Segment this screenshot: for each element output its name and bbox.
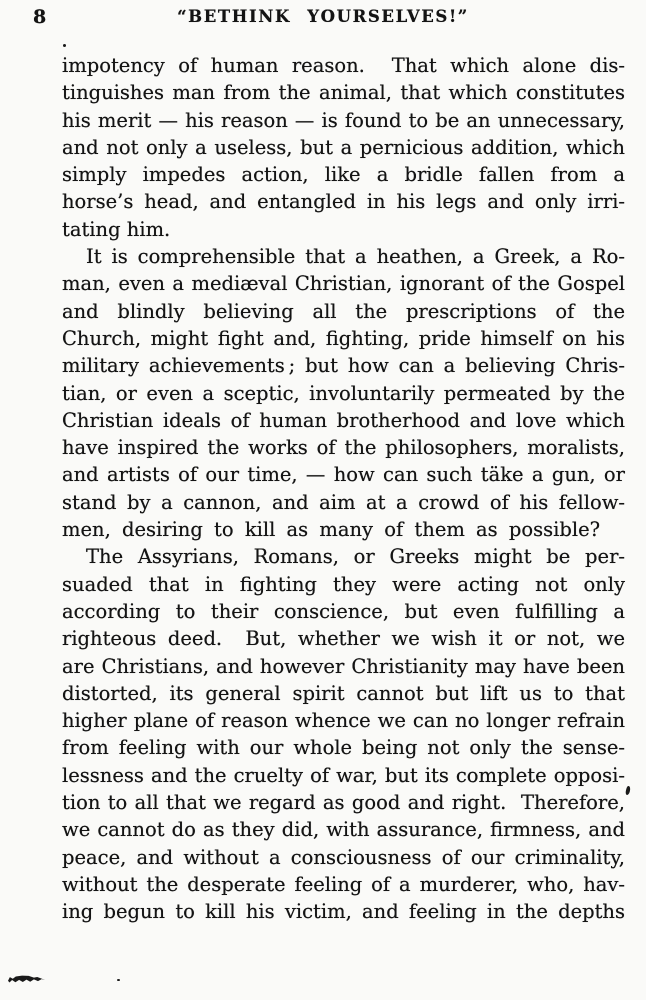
ink-dot-artifact <box>63 44 66 47</box>
page-header <box>0 5 646 31</box>
text-line: according to their conscience, but even fulfilling a <box>62 599 625 623</box>
text-line: It is comprehensible that a heathen, a Greek, a Ro- <box>86 245 625 269</box>
text-line: distorted, its general spirit cannot but lift us to that <box>62 681 625 705</box>
text-line: military achievements ; but how can a believing Chris- <box>62 354 625 378</box>
text-line: we cannot do as they did, with assurance, firmness, and <box>62 818 625 842</box>
text-line: and not only a useless, but a pernicious addition, which <box>62 135 625 159</box>
paragraph <box>62 243 625 543</box>
text-line: suaded that in fighting they were acting not only <box>62 572 625 596</box>
text-line: his merit — his reason — is found to be an unnecessary, <box>62 108 625 132</box>
ink-smudge-artifact <box>8 973 45 984</box>
text-line: horse’s head, and entangled in his legs and only irri- <box>62 190 625 214</box>
text-line: tinguishes man from the animal, that which constitutes <box>62 81 625 105</box>
text-line: The Assyrians, Romans, or Greeks might be per- <box>86 545 625 569</box>
text-line: have inspired the works of the philosophers, moralists, <box>62 436 625 460</box>
ink-dot-artifact <box>117 979 120 981</box>
page-number: 8 <box>33 6 47 28</box>
running-title: “BETHINK YOURSELVES!” <box>177 7 469 26</box>
text-line: righteous deed. But, whether we wish it or not, we <box>62 627 625 651</box>
text-line: and blindly believing all the prescriptions of the <box>62 299 625 323</box>
text-line: Christian ideals of human brotherhood and love which <box>62 408 625 432</box>
text-line: Church, might fight and, fighting, pride himself on his <box>62 326 625 350</box>
text-line: man, even a mediæval Christian, ignorant of the Gospel <box>62 272 625 296</box>
text-line: tating him. <box>62 217 171 241</box>
text-line: higher plane of reason whence we can no longer refrain <box>62 709 625 733</box>
ink-tick-artifact <box>625 786 631 796</box>
text-line: without the desperate feeling of a murderer, who, hav- <box>62 872 625 896</box>
text-line: lessness and the cruelty of war, but its complete opposi- <box>62 763 625 787</box>
paragraph <box>62 52 625 243</box>
text-line: simply impedes action, like a bridle fallen from a <box>62 163 625 187</box>
text-block <box>62 52 625 926</box>
text-line: are Christians, and however Christianity may have been <box>62 654 625 678</box>
paragraph <box>62 543 625 925</box>
text-line: tian, or even a sceptic, involuntarily permeated by the <box>62 381 625 405</box>
text-line: from feeling with our whole being not only the sense- <box>62 736 625 760</box>
text-line: impotency of human reason. That which alone dis- <box>62 54 625 77</box>
text-line: stand by a cannon, and aim at a crowd of his fellow- <box>62 490 625 514</box>
text-line: tion to all that we regard as good and right. Therefore, <box>62 791 625 815</box>
text-line: men, desiring to kill as many of them as possible? <box>62 518 601 542</box>
text-line: and artists of our time, — how can such täke a gun, or <box>62 463 625 487</box>
text-line: peace, and without a consciousness of our criminality, <box>62 845 625 869</box>
text-line: ing begun to kill his victim, and feeling in the depths <box>62 900 625 924</box>
